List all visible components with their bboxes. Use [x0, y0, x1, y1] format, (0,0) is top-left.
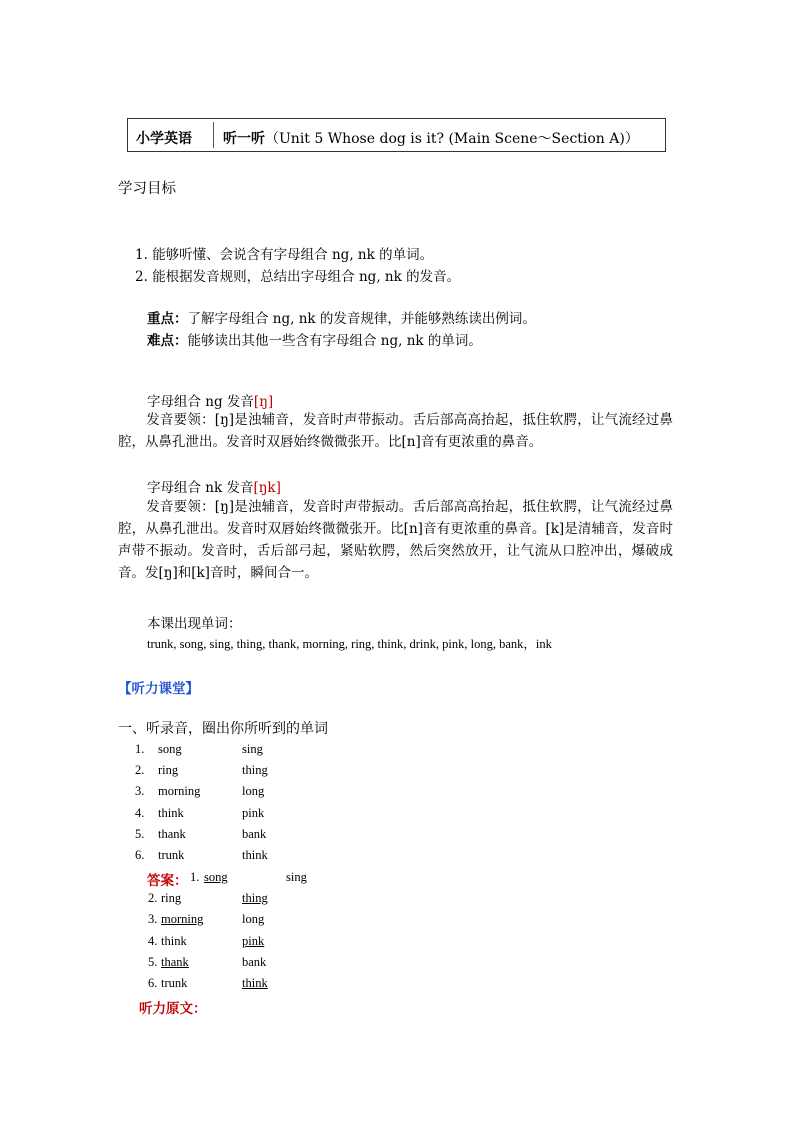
exercise-number: 3.: [135, 784, 145, 798]
section-heading-objectives: 学习目标: [118, 181, 176, 197]
exercise-number: 2.: [135, 763, 145, 777]
difficult-point-label: 难点：: [147, 333, 188, 349]
listening-section-title: 【听力课堂】: [118, 681, 199, 697]
lesson-header-table: [127, 118, 666, 152]
exercise-option-a: ring: [158, 763, 179, 777]
answer-option-a: song: [204, 870, 228, 884]
exercise-title: 一、听录音，圈出你所听到的单词: [118, 721, 328, 737]
answer-option-b: sing: [286, 870, 307, 884]
answer-option-a: morning: [161, 912, 204, 926]
exercise-option-b: think: [242, 848, 268, 862]
subject-label: 小学英语: [136, 131, 192, 147]
answer-option-b: think: [242, 976, 268, 990]
ng-title: 字母组合 ng 发音: [147, 394, 254, 410]
nk-title: 字母组合 nk 发音: [147, 480, 254, 496]
answer-label: 答案：: [147, 873, 188, 889]
exercise-number: 6.: [135, 848, 145, 862]
answer-option-a: trunk: [161, 976, 188, 990]
ng-ipa: [ŋ]: [253, 394, 274, 410]
answer-number: 6.: [148, 976, 158, 990]
nk-description: [118, 496, 673, 584]
exercise-number: 5.: [135, 827, 145, 841]
exercise-number: 1.: [135, 742, 145, 756]
nk-heading: [147, 476, 281, 496]
key-point-label: 重点：: [147, 311, 188, 327]
exercise-option-a: thank: [158, 827, 186, 841]
objective-text: 能根据发音规则，总结出字母组合 ng, nk 的发音。: [152, 269, 461, 285]
answer-option-b: long: [242, 912, 265, 926]
ng-description: [118, 409, 673, 453]
key-point: [147, 307, 536, 327]
objective-item: [135, 265, 460, 285]
lesson-title-rest: （Unit 5 Whose dog is it? (Main Scene～Section A)）: [265, 131, 639, 147]
exercise-option-b: bank: [242, 827, 267, 841]
answer-number: 1.: [190, 870, 200, 884]
exercise-option-a: think: [158, 806, 184, 820]
exercise-option-a: trunk: [158, 848, 185, 862]
objective-item: [135, 243, 433, 263]
exercise-option-a: morning: [158, 784, 201, 798]
lesson-title: [223, 128, 639, 148]
answer-number: 3.: [148, 912, 158, 926]
exercise-option-b: thing: [242, 763, 268, 777]
objective-text: 能够听懂、会说含有字母组合 ng, nk 的单词。: [152, 247, 434, 263]
exercise-option-b: sing: [242, 742, 263, 756]
answer-number: 2.: [148, 891, 158, 905]
ng-description-text: 发音要领：[ŋ]是浊辅音，发音时声带振动。舌后部高高抬起，抵住软腭，让气流经过鼻腔，从鼻孔泄出。发音时双唇始终微微张开。比[n]音有更浓重的鼻音。: [118, 412, 673, 450]
lesson-title-prefix: 听一听: [223, 131, 265, 147]
ng-heading: [147, 390, 273, 410]
answer-number: 5.: [148, 955, 158, 969]
words-title: 本课出现单词：: [147, 616, 242, 632]
answer-option-b: pink: [242, 934, 265, 948]
objective-number: 2.: [135, 269, 148, 285]
exercise-number: 4.: [135, 806, 145, 820]
nk-description-text: 发音要领：[ŋ]是浊辅音，发音时声带振动。舌后部高高抬起，抵住软腭，让气流经过鼻腔，从鼻孔泄出。发音时双唇始终微微张开。比[n]音有更浓重的鼻音。[k]是清辅音，发音时声带不振动。发音时，舌后部弓起，紧贴软腭，然后突然放开，让气流从口腔冲出，爆破成音。发[ŋ]和[k]音时，瞬间合一。: [118, 499, 673, 581]
key-point-text: 了解字母组合 ng, nk 的发音规律，并能够熟练读出例词。: [187, 311, 536, 327]
exercise-option-b: long: [242, 784, 265, 798]
answer-option-b: bank: [242, 955, 267, 969]
transcript-label: 听力原文：: [139, 1001, 207, 1017]
difficult-point: [147, 329, 482, 349]
answer-number: 4.: [148, 934, 158, 948]
answer-option-b: thing: [242, 891, 268, 905]
answer-option-a: ring: [161, 891, 182, 905]
exercise-option-a: song: [158, 742, 182, 756]
objective-number: 1.: [135, 247, 148, 263]
answer-option-a: thank: [161, 955, 189, 969]
words-list: trunk, song, sing, thing, thank, morning, ring, think, drink, pink, long, bank，ink: [147, 637, 552, 651]
answer-option-a: think: [161, 934, 187, 948]
nk-ipa: [ŋk]: [253, 480, 281, 496]
exercise-option-b: pink: [242, 806, 265, 820]
difficult-point-text: 能够读出其他一些含有字母组合 ng, nk 的单词。: [187, 333, 482, 349]
